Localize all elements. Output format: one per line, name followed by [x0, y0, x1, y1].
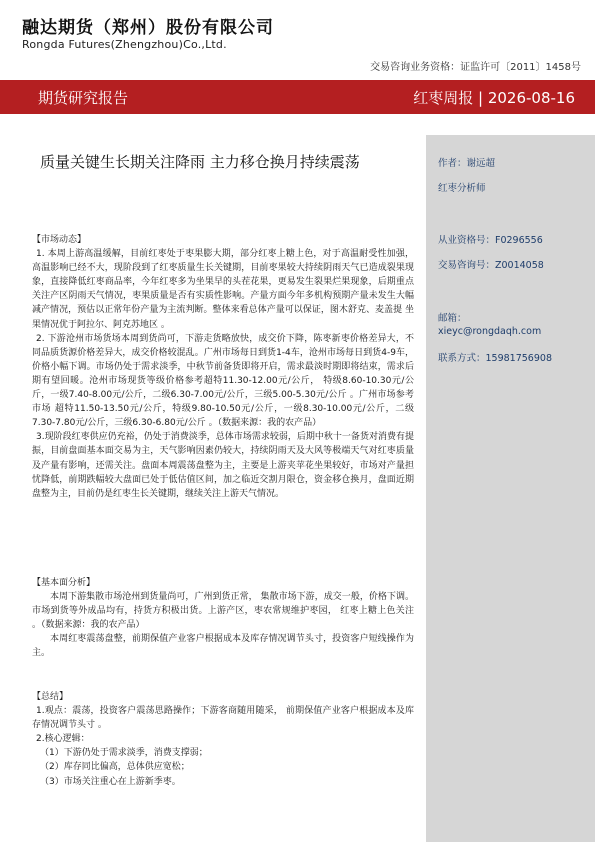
summary-point: 2.核心逻辑：: [36, 734, 90, 745]
consult-number: 交易咨询号：Z0014058: [438, 260, 544, 271]
email-label: 邮箱：: [438, 313, 467, 324]
author-name: 作者：谢远超: [438, 158, 496, 169]
paragraph: 本周下游集散市场沧州到货量尚可，广州到货正常， 集散市场下游，成交一般，价格下调。市场到货等外成品均有，持货方积极出货。上游产区，枣农常规维护枣园， 红枣上糖上色关注 。（数据来源：我的农产品）: [32, 592, 414, 631]
list-item: （2）库存同比偏高，总体供应宽松；: [40, 762, 190, 773]
company-name-en: Rongda Futures(Zhengzhou)Co.,Ltd.: [22, 38, 227, 51]
email-address[interactable]: xieyc@rongdaqh.com: [438, 326, 542, 337]
paragraph: 1. 本周上游高温缓解，目前红枣处于枣果膨大期，部分红枣上糖上色，对于高温耐受性加强，高温影响已经不大，现阶段到了红枣质量生长关键期，目前枣果较大持续阴雨天气已造成裂果现象，直接降低红枣商品率，今年红枣多为坐果早的头茬花果，更易发生裂果烂果现象，后期重点关注产区阴雨天气情况，枣果质量是否有实质性影响。产量方面今年多机构预期产量未发生大幅减产情况，预估以正常年份产量为主流判断。整体来看总体产量可以保证，图木舒克、麦盖提 坐果情况优于阿拉尔、阿克苏地区 。: [32, 249, 414, 330]
company-name-cn: 融达期货（郑州）股份有限公司: [22, 18, 274, 38]
list-item: （3）市场关注重心在上游新季枣。: [40, 776, 181, 787]
summary-section: [32, 690, 414, 789]
qualification-number: 从业资格号：F0296556: [438, 235, 543, 246]
license-text: 交易咨询业务资格：证监许可〔2011〕1458号: [370, 62, 581, 73]
section-heading: 【市场动态】: [32, 235, 87, 245]
report-banner: [0, 80, 595, 114]
report-category: 期货研究报告: [38, 89, 129, 107]
section-heading: 【总结】: [32, 692, 69, 702]
list-item: （1）下游仍处于需求淡季，消费支撑弱；: [40, 748, 208, 759]
market-dynamics-section: [32, 233, 414, 501]
report-type-date: 红枣周报 | 2026-08-16: [413, 89, 575, 107]
paragraph: 2. 下游沧州市场货场本周到货尚可，下游走货略放快，成交价下降，陈枣新枣价格差异大，不同品质货源价格差异大，成交价格较混乱。广州市场每日到货1-4车，沧州市场每日到货4-9车，价格小幅下调。市场仍处于需求淡季，中秋节前备货即将开启，需求最淡时期即将结束，需求后期有望回暖。沧州市场现货等级价格参考超特11.30-12.00元/公斤， 特级8.60-10.30元/公斤，一级7.40-8.00元/公斤，二级6.30-7.00元/公斤，三级5.00-5.30元/公斤 。广州市场参考市场 超特11.50-13.50元/公斤，特级9.80-10.50元/公斤，一级8.30-10.00元/公斤，二级7.30-7.80元/公斤，三级6.30-6.80元/公斤 。（数据来源：我的农产品）: [32, 333, 414, 429]
paragraph: 本周红枣震荡盘整，前期保值产业客户根据成本及库存情况调节头寸，投资客户短线操作为主。: [32, 634, 414, 659]
author-role: 红枣分析师: [438, 183, 486, 194]
author-sidebar: [426, 135, 595, 842]
fundamental-analysis-section: [32, 576, 414, 661]
contact-phone: 联系方式：15981756908: [438, 353, 552, 364]
section-heading: 【基本面分析】: [32, 578, 96, 588]
paragraph: 3.现阶段红枣供应仍充裕，仍处于消费淡季，总体市场需求较弱，后期中秋十一备货对消费有提振，目前盘面基本面交易为主，天气影响因素仍较大，持续阴雨天及大风等极端天气对红枣质量及产量有影响，还需关注。盘面本周震荡盘整为主，主要是上游夹苹花坐果较好，市场对产量担忧降低，前期跌幅较大盘面已处于低估值区间，加之临近交割月限仓，资金移仓换月，盘面近期盘整为主，目前仍是红枣生长关键期，继续关注上游天气情况。: [32, 432, 414, 499]
report-title: 质量关键生长期关注降雨 主力移仓换月持续震荡: [40, 153, 360, 171]
summary-point: 1.观点：震荡，投资客户震荡思路操作；下游客商随用随采， 前期保值产业客户根据成本及库存情况调节头寸 。: [32, 706, 414, 731]
